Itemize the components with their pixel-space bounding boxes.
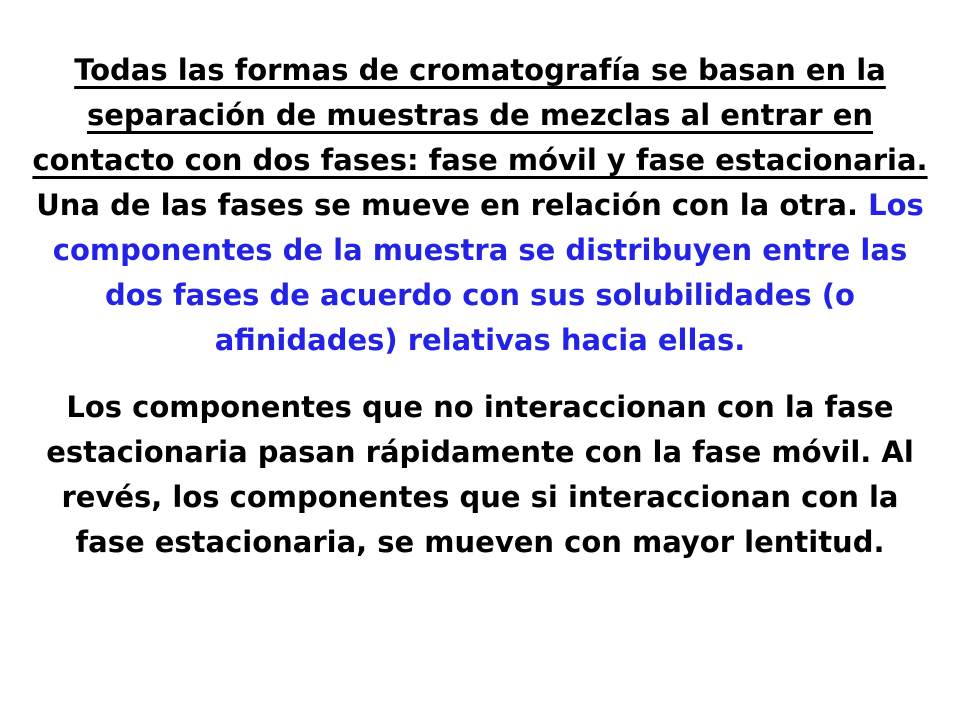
highlighted-sentence: Los componentes de la muestra se distribuyen entre las dos fases de acuerdo con sus solubilidades (o afinidades) relativas hacia ellas. (52, 188, 924, 357)
paragraph-components (28, 385, 932, 565)
paragraph-definition (28, 48, 932, 363)
components-text: Los componentes que no interaccionan con la fase estacionaria pasan rápidamente con la fase móvil. Al revés, los componentes que si interaccionan con la fase estacionaria, se mueven con mayor lentitud. (46, 390, 914, 559)
slide-content (28, 48, 932, 565)
plain-sentence: Una de las fases se mueve en relación con la otra. (36, 188, 869, 222)
underlined-definition: Todas las formas de cromatografía se basan en la separación de muestras de mezclas al entrar en contacto con dos fases: fase móvil y fase estacionaria. (32, 53, 928, 177)
